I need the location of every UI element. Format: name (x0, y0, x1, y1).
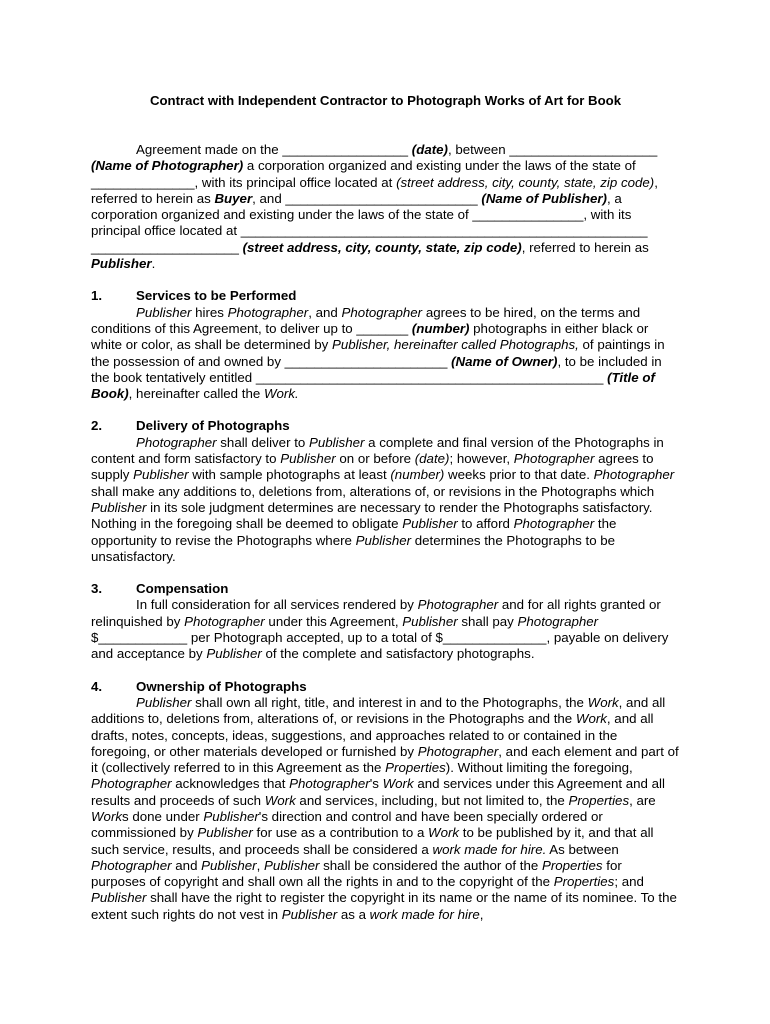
text-run: shall pay (457, 613, 518, 629)
section-number: 4. (91, 678, 103, 694)
text-run: Photographer (513, 516, 595, 532)
section-title: Ownership of Photographs (136, 678, 307, 694)
text-run: (Name of Photographer) (91, 158, 244, 174)
text-run: , referred to herein as (91, 174, 658, 206)
section-title: Compensation (136, 581, 229, 597)
text-run: (date) (411, 142, 448, 157)
text-run: Photographer (513, 451, 595, 467)
text-run: and (171, 857, 202, 873)
text-run: Work (587, 694, 619, 710)
text-run: Photographer (289, 776, 370, 792)
section-number: 2. (91, 418, 103, 434)
text-run: Publisher (133, 467, 189, 483)
text-run: Publisher (91, 890, 147, 906)
text-run: Work. (263, 386, 299, 402)
text-run: shall deliver to (216, 434, 309, 450)
text-run: , (479, 906, 484, 922)
text-run: shall own all right, title, and interest in and to the Photographs, the (191, 694, 588, 710)
text-run: , (256, 857, 264, 873)
text-run: and for all rights granted or relinquished by (91, 597, 661, 629)
text-run: Publisher (280, 451, 336, 467)
text-run: as a (337, 906, 370, 922)
text-run: $____________ per Photograph accepted, up to a total of $______________, payable on delivery and acceptance by (91, 630, 669, 662)
text-run: work made for hire (369, 906, 480, 922)
text-run: and services, including, but not limited to, the (295, 792, 569, 808)
text-run: Publisher (136, 694, 192, 710)
text-run: Photographer (136, 434, 217, 450)
text-run: Photographer (593, 467, 675, 483)
text-run: shall make any additions to, deletions from, alterations of, or revisions in the Photographs which (91, 483, 655, 499)
section-body-delivery (91, 435, 680, 565)
text-run: s done under (122, 808, 204, 824)
text-run: of paintings in the possession of and owned by ______________________ (91, 337, 665, 369)
text-run: photographs in either black or white or color, as shall be determined by (91, 320, 649, 353)
text-run: , to be included in the book tentatively entitled _______________________________________________ (91, 353, 662, 385)
section-title: Services to be Performed (136, 288, 297, 304)
document-title: Contract with Independent Contractor to Photograph Works of Art for Book (149, 93, 622, 108)
section-number: 3. (91, 581, 103, 597)
text-run: Photographer (341, 304, 423, 320)
section-title: Delivery of Photographs (136, 418, 290, 434)
text-run: Photographer (417, 743, 499, 759)
text-run: , and each element and part of it (collectively referred to in this Agreement as the (91, 743, 679, 776)
text-run: Publisher (355, 532, 412, 548)
text-run: with sample photographs at least (188, 467, 391, 483)
text-run: Agreement made on the _________________ (136, 142, 412, 157)
text-run: of the complete and satisfactory photographs. (261, 646, 535, 662)
text-run: Properties (385, 760, 446, 776)
text-run: the opportunity to revise the Photographs where (91, 516, 617, 548)
text-run: work made for hire. (432, 841, 547, 857)
text-run: Publisher (197, 825, 253, 841)
section-heading-delivery (91, 418, 680, 434)
text-run: hires (191, 304, 228, 320)
section-body-services (91, 305, 680, 403)
text-run: In full consideration for all services rendered by (136, 597, 418, 613)
text-run: weeks prior to that date. (444, 467, 594, 483)
text-run: under this Agreement, (264, 613, 403, 629)
text-run: 's (369, 776, 383, 792)
section-heading-compensation (91, 581, 680, 597)
text-run: Work (264, 792, 296, 808)
section-body-compensation (91, 597, 680, 662)
text-run: in its sole judgment determines are necessary to render the Photographs satisfactory. Nothing in the foregoing shall be deemed to obligate (91, 499, 653, 532)
text-run: for purposes of copyright and shall own all the rights in and to the copyright of the (91, 857, 622, 890)
text-run: Photographer (517, 613, 599, 629)
text-run: Publisher (91, 499, 147, 515)
text-run: to be published by it, and that all such service, results, and proceeds shall be considered a (91, 825, 654, 857)
text-run: for use as a contribution to a (252, 825, 429, 841)
text-run: 's direction and control and have been specially ordered or commissioned by (91, 808, 603, 841)
text-run: shall be considered the author of the (319, 857, 542, 873)
text-run: Properties (553, 874, 615, 890)
text-run: (date) (414, 451, 450, 467)
section-body-ownership (91, 695, 680, 923)
text-run: agrees to supply (91, 451, 654, 483)
text-run: Publisher (91, 256, 152, 272)
text-run: a corporation organized and existing under the laws of the state of ______________, with its principal office located at (91, 158, 636, 190)
text-run: Photographer (91, 857, 172, 873)
section-number: 1. (91, 288, 103, 304)
text-run: determines the Photographs to be unsatisfactory. (91, 532, 616, 564)
text-run: , between ____________________ (447, 142, 658, 157)
text-run: Publisher (136, 304, 192, 320)
text-run: Work (428, 825, 460, 841)
text-run: Publisher (201, 857, 257, 873)
text-run: Work (91, 808, 123, 824)
text-run: Properties (568, 792, 630, 808)
text-run: Publisher (264, 857, 320, 873)
text-run: (Title of Book) (91, 369, 655, 402)
text-run: Publisher (206, 646, 262, 662)
text-run: Properties (541, 857, 603, 873)
text-run: (street address, city, county, state, zip code) (242, 239, 522, 255)
text-run: (number) (411, 320, 470, 336)
text-run: (Name of Publisher) (481, 190, 607, 206)
text-run: , and all additions to, deletions from, alterations of, or revisions in the Photographs and the (91, 694, 666, 727)
text-run: , referred to herein as (521, 239, 649, 255)
text-run: Publisher, hereinafter called Photographs, (331, 337, 579, 353)
text-run: Buyer (214, 190, 253, 206)
text-run: , a corporation organized and existing under the laws of the state of _______________, with its principal office located at _______________________________________________________ ____________________ (91, 190, 648, 255)
text-run: Work (575, 711, 607, 727)
text-run: Photographer (227, 304, 309, 320)
text-run: agrees to be hired, on the terms and conditions of this Agreement, to deliver up to _______ (91, 304, 641, 336)
text-run: Publisher (402, 613, 458, 629)
text-run: (number) (390, 467, 445, 483)
text-run: Work (382, 776, 414, 792)
text-run: Photographer (91, 776, 172, 792)
text-run: to afford (457, 516, 514, 532)
text-run: acknowledges that (171, 776, 290, 792)
text-run: , are (629, 792, 656, 808)
text-run: a complete and final version of the Photographs in content and form satisfactory to (91, 434, 664, 467)
text-run: Publisher (308, 434, 365, 450)
section-heading-ownership (91, 679, 680, 695)
section-heading-services (91, 288, 680, 304)
text-run: and services under this Agreement and all results and proceeds of such (91, 776, 665, 808)
text-run: . (151, 256, 156, 272)
text-run: on or before (335, 451, 415, 467)
intro-paragraph (91, 142, 680, 272)
text-run: (street address, city, county, state, zip code) (396, 174, 655, 190)
text-run: , and (308, 304, 342, 320)
text-run: Publisher (281, 906, 338, 922)
text-run: (Name of Owner) (451, 353, 558, 369)
text-run: Photographer (417, 597, 499, 613)
text-run: Publisher (402, 516, 458, 532)
text-run: ). Without limiting the foregoing, (445, 760, 633, 776)
text-run: shall have the right to register the copyright in its name or the name of its nominee. To the extent such rights do not vest in (91, 890, 677, 922)
text-run: As between (546, 841, 619, 857)
text-run: ; and (614, 874, 644, 890)
text-run: , hereinafter called the (128, 386, 264, 402)
text-run: ; however, (449, 451, 514, 467)
text-run: , and __________________________ (252, 190, 482, 206)
text-run: Photographer (184, 613, 265, 629)
text-run: Publisher (203, 808, 259, 824)
text-run: , and all drafts, notes, concepts, ideas, suggestions, and approaches related to or contained in the foregoing, or other materials developed or furnished by (91, 711, 654, 759)
